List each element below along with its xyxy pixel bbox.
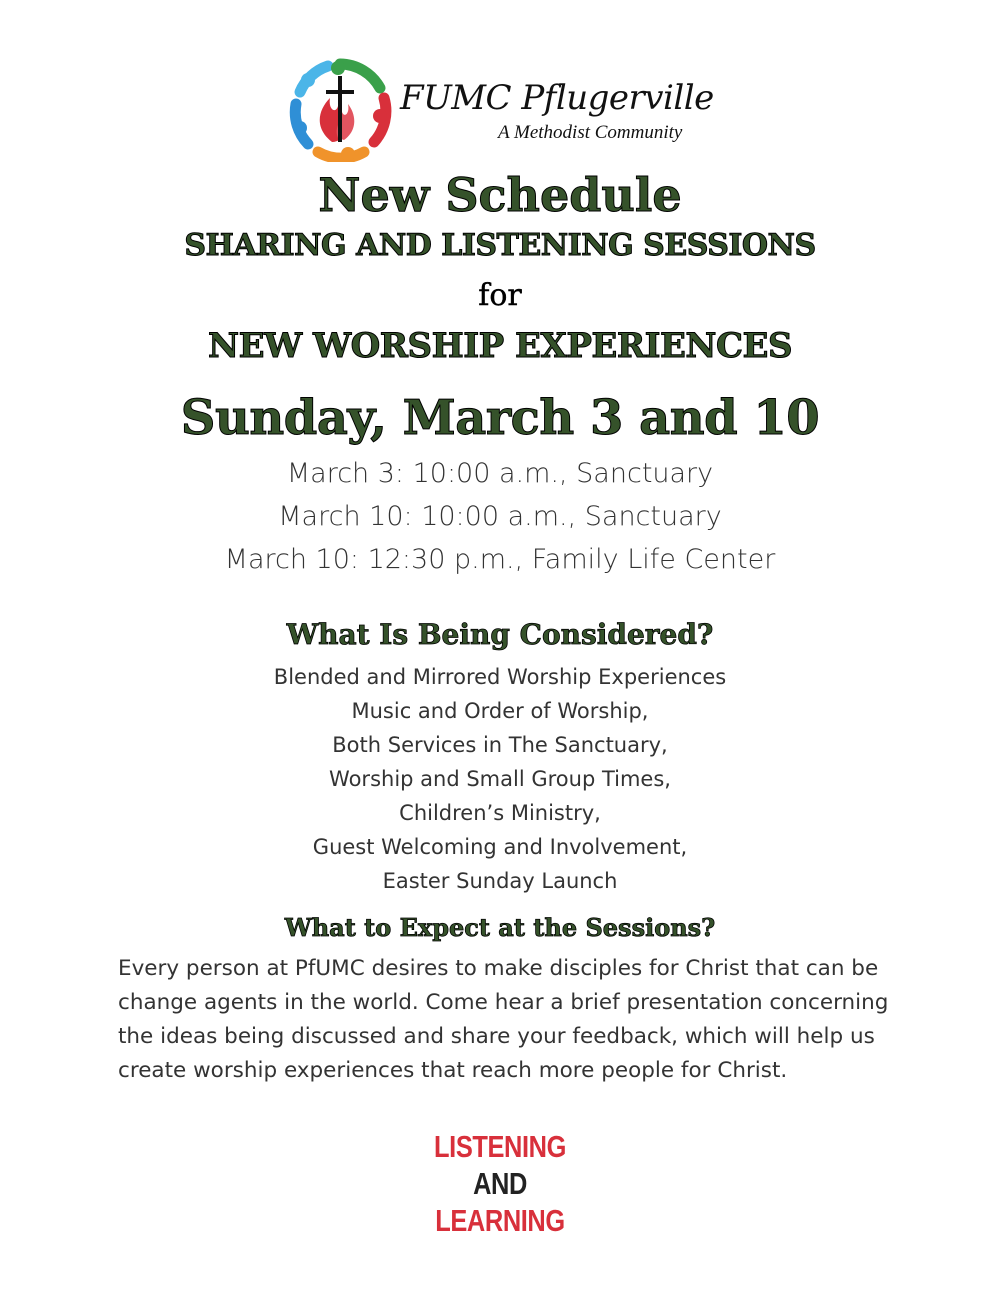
session-time-item: March 3: 10:00 a.m., Sanctuary bbox=[286, 458, 714, 489]
list-item: Guest Welcoming and Involvement, bbox=[312, 835, 688, 859]
considered-heading: What Is Being Considered? bbox=[286, 618, 714, 651]
session-time-item: March 10: 12:30 p.m., Family Life Center bbox=[224, 544, 776, 575]
expect-paragraph: Every person at PfUMC desires to make disciples for Christ that can be change agents in the world. Come hear a brief presentation concerning the ideas being discussed and share your feedback, which will help us create worship experiences that reach more people for Christ. bbox=[118, 956, 889, 1083]
subtitle-worship: NEW WORSHIP EXPERIENCES bbox=[207, 326, 792, 366]
session-time-item: March 10: 10:00 a.m., Sanctuary bbox=[278, 501, 722, 532]
list-item: Worship and Small Group Times, bbox=[329, 767, 671, 791]
listening-learning-logo bbox=[0, 1128, 1000, 1239]
page-title: New Schedule bbox=[318, 168, 682, 222]
list-item: Both Services in The Sanctuary, bbox=[332, 733, 668, 757]
logo-line-listening: LISTENING bbox=[434, 1129, 566, 1164]
subtitle-sessions: SHARING AND LISTENING SESSIONS bbox=[184, 228, 816, 263]
org-name: FUMC Pflugerville bbox=[400, 78, 714, 118]
list-item: Music and Order of Worship, bbox=[351, 699, 649, 723]
session-times bbox=[0, 452, 1000, 581]
cross-and-flame-circle-icon bbox=[288, 58, 392, 162]
list-item: Children’s Ministry, bbox=[399, 801, 601, 825]
logo-line-and: AND bbox=[473, 1166, 527, 1201]
considered-list bbox=[0, 660, 1000, 898]
event-date: Sunday, March 3 and 10 bbox=[180, 390, 820, 446]
church-logo bbox=[288, 58, 718, 158]
subtitle-connector: for bbox=[478, 278, 522, 313]
list-item: Blended and Mirrored Worship Experiences bbox=[273, 665, 727, 689]
expect-heading: What to Expect at the Sessions? bbox=[284, 913, 716, 942]
logo-line-learning: LEARNING bbox=[435, 1203, 565, 1238]
list-item: Easter Sunday Launch bbox=[382, 869, 618, 893]
org-tagline: A Methodist Community bbox=[498, 122, 683, 143]
